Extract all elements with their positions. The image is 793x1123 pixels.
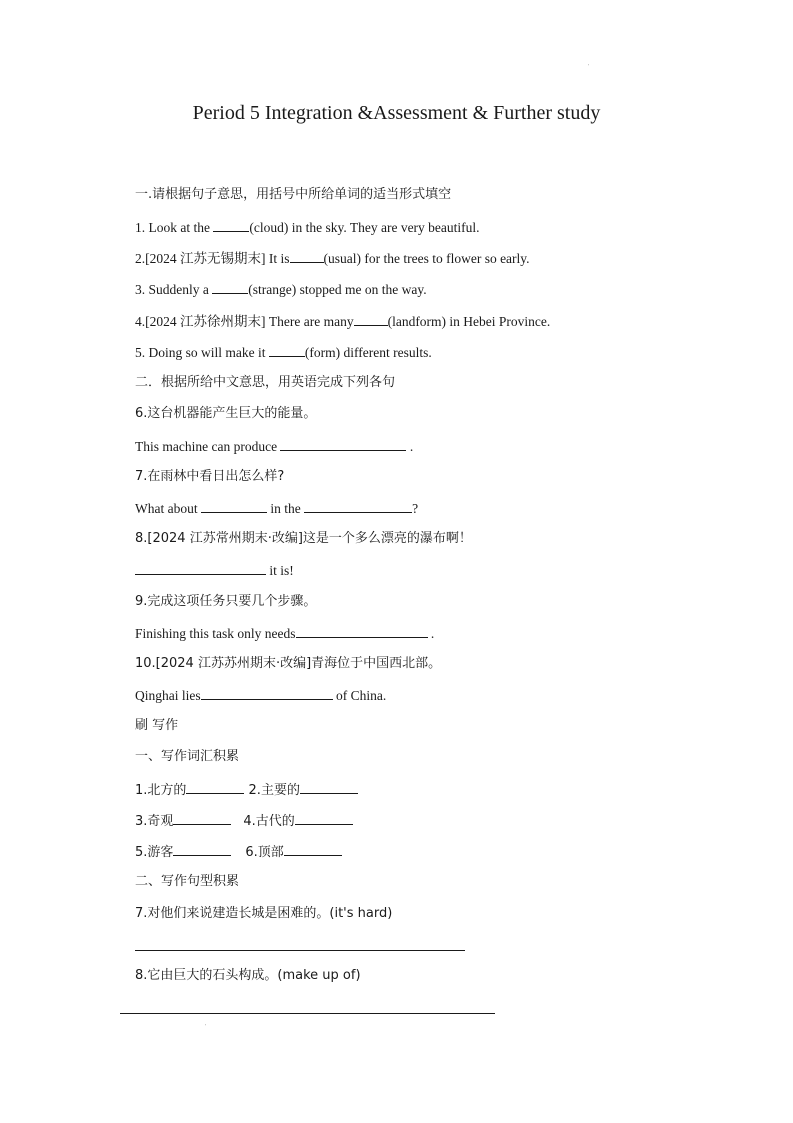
answer-blank-3[interactable]	[212, 280, 248, 294]
question-1	[135, 218, 480, 237]
answer-line-8[interactable]	[120, 1013, 495, 1014]
question-4	[135, 312, 550, 331]
question-6-chinese: 6.这台机器能产生巨大的能量。	[135, 406, 317, 421]
vocab-blank-2[interactable]	[300, 780, 358, 794]
question-3-text-b: (strange) stopped me on the way.	[248, 282, 427, 297]
question-7-chinese: 7.在雨林中看日出怎么样?	[135, 469, 285, 484]
section-heading-part2: 二．根据所给中文意思，用英语完成下列各句	[135, 375, 396, 390]
vocab-blank-3[interactable]	[173, 811, 231, 825]
vocab-blank-5[interactable]	[173, 842, 231, 856]
answer-blank-7a[interactable]	[201, 499, 267, 513]
question-8-english: it is!	[135, 561, 294, 580]
vocab-row-2: 3.奇观 4.古代的	[135, 811, 353, 831]
answer-blank-2[interactable]	[290, 249, 324, 263]
question-5-text-b: (form) different results.	[304, 345, 432, 360]
sentence-heading: 二、写作句型积累	[135, 874, 240, 889]
answer-line-7[interactable]	[135, 950, 465, 951]
question-2	[135, 249, 530, 268]
vocab-blank-6[interactable]	[284, 842, 342, 856]
vocab-row-3: 5.游客 6.顶部	[135, 842, 342, 862]
question-8-chinese: 8.[2024 江苏常州期末·改编]这是一个多么漂亮的瀑布啊！	[135, 531, 472, 546]
question-10-english: Qinghai lies of China.	[135, 688, 387, 703]
question-7-english: What about in the ?	[135, 501, 419, 516]
question-5-text-a: 5. Doing so will make it	[135, 345, 269, 360]
vocab-blank-1[interactable]	[186, 780, 244, 794]
question-3	[135, 280, 427, 299]
question-2-text-a: 2.[2024 江苏无锡期末] It is	[135, 251, 290, 266]
corner-mark: '	[588, 64, 590, 70]
answer-blank-9[interactable]	[296, 624, 428, 638]
question-1-text-b: (cloud) in the sky. They are very beautiful.	[249, 220, 480, 235]
answer-blank-1[interactable]	[213, 218, 249, 232]
answer-blank-5[interactable]	[269, 343, 305, 357]
question-4-text-a: 4.[2024 江苏徐州期末] There are many	[135, 314, 354, 329]
answer-blank-10[interactable]	[201, 686, 333, 700]
answer-blank-7b[interactable]	[304, 499, 412, 513]
question-6-english: This machine can produce .	[135, 439, 414, 454]
question-9-english: Finishing this task only needs .	[135, 626, 435, 641]
writing-heading: 刷 写作	[135, 718, 179, 733]
vocab-blank-4[interactable]	[295, 811, 353, 825]
question-3-text-a: 3. Suddenly a	[135, 282, 213, 297]
bottom-mark: '	[205, 1024, 207, 1030]
question-4-text-b: (landform) in Hebei Province.	[387, 314, 551, 329]
answer-blank-6[interactable]	[280, 437, 406, 451]
vocab-row-1: 1.北方的 2.主要的	[135, 780, 358, 800]
question-2-text-b: (usual) for the trees to flower so early.	[323, 251, 530, 266]
question-9-chinese: 9.完成这项任务只要几个步骤。	[135, 594, 317, 609]
page-title: Period 5 Integration &Assessment & Further study	[192, 102, 601, 124]
sentence-8-prompt: 8.它由巨大的石头构成。(make up of)	[135, 968, 361, 983]
section-heading-part1: 一.请根据句子意思，用括号中所给单词的适当形式填空	[135, 187, 452, 202]
sentence-7-prompt: 7.对他们来说建造长城是困难的。(it's hard)	[135, 906, 393, 921]
vocab-heading: 一、写作词汇积累	[135, 749, 240, 764]
question-10-chinese: 10.[2024 江苏苏州期末·改编]青海位于中国西北部。	[135, 656, 442, 671]
answer-blank-4[interactable]	[354, 312, 388, 326]
question-1-text-a: 1. Look at the	[135, 220, 214, 235]
answer-blank-8[interactable]	[135, 561, 266, 575]
question-5	[135, 343, 432, 362]
